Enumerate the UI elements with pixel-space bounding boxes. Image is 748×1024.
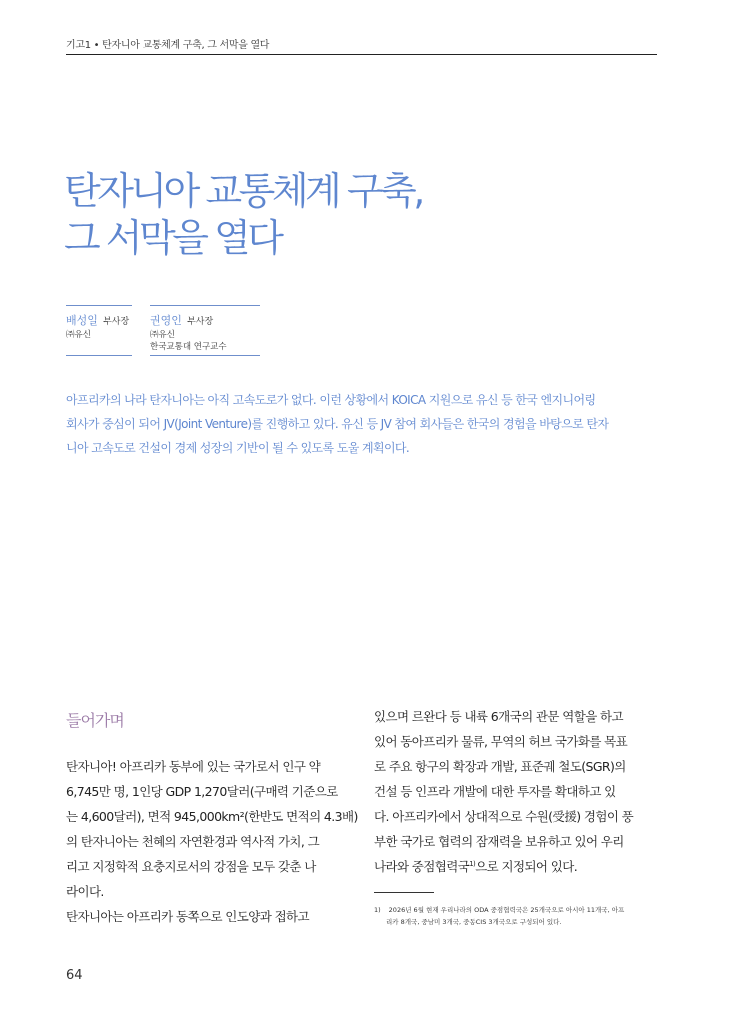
footnote-number: 1) xyxy=(374,906,381,914)
author-affiliation: ㈜유신 xyxy=(150,330,175,340)
author-name: 권영인 xyxy=(150,314,182,327)
lead-paragraph xyxy=(66,388,658,460)
body-line: 있으며 르완다 등 내륙 6개국의 관문 역할을 하고 xyxy=(374,709,623,724)
footnote-line-2: 리카 8개국, 중남미 3개국, 중동CIS 3개국으로 구성되어 있다. xyxy=(386,918,562,926)
author-block-1 xyxy=(66,305,132,341)
author-affiliation: ㈜유신 xyxy=(66,330,91,340)
body-line-tail: 으로 지정되어 있다. xyxy=(475,859,578,874)
body-line-last xyxy=(374,854,660,879)
footnote-line-1 xyxy=(374,904,660,916)
running-header: 기고1 • 탄자니아 교통체계 구축, 그 서막을 열다 xyxy=(66,40,270,51)
body-column-left xyxy=(66,754,356,929)
header-rule xyxy=(66,54,657,55)
body-line: 6,745만 명, 1인당 GDP 1,270달러(구매력 기준으로 xyxy=(66,784,338,799)
article-title xyxy=(64,168,422,262)
author-role: 부사장 xyxy=(103,317,130,327)
footnote-rule xyxy=(374,892,434,893)
body-line: 다. 아프리카에서 상대적으로 수원(受援) 경험이 풍 xyxy=(374,809,634,824)
footnote-marker: 1) xyxy=(469,859,476,868)
author-top-rule xyxy=(66,305,132,306)
author-bottom-rule xyxy=(150,355,260,356)
body-line: 부한 국가로 협력의 잠재력을 보유하고 있어 우리 xyxy=(374,834,624,849)
section-heading: 들어가며 xyxy=(66,711,124,730)
author-bottom-rule xyxy=(66,355,132,356)
body-line: 탄자니아! 아프리카 동부에 있는 국가로서 인구 약 xyxy=(66,759,321,774)
footnote xyxy=(374,904,660,928)
author-name: 배성일 xyxy=(66,314,98,327)
body-line: 리고 지정학적 요충지로서의 강점을 모두 갖춘 나 xyxy=(66,859,316,874)
author-affiliation: 한국교통대 연구교수 xyxy=(150,342,227,352)
page-number: 64 xyxy=(66,968,83,983)
body-line-text: 나라와 중점협력국 xyxy=(374,859,470,874)
article-title-line-2: 그 서막을 열다 xyxy=(64,216,281,260)
body-line: 있어 동아프리카 물류, 무역의 허브 국가화를 목표 xyxy=(374,734,628,749)
body-line: 로 주요 항구의 확장과 개발, 표준궤 철도(SGR)의 xyxy=(374,759,626,774)
body-column-right xyxy=(374,704,660,879)
body-line: 탄자니아는 아프리카 동쪽으로 인도양과 접하고 xyxy=(66,909,309,924)
lead-line: 회사가 중심이 되어 JV(Joint Venture)를 진행하고 있다. 유신 등 JV 참여 회사들은 한국의 경험을 바탕으로 탄자 xyxy=(66,417,609,431)
author-role: 부사장 xyxy=(187,317,214,327)
author-block-2 xyxy=(150,305,260,353)
article-title-line-1: 탄자니아 교통체계 구축, xyxy=(64,169,422,213)
footnote-text: 2026년 6월 현재 우리나라의 ODA 중점협력국은 25개국으로 아시아 11개국, 아프 xyxy=(388,906,625,914)
body-line: 의 탄자니아는 천혜의 자연환경과 역사적 가치, 그 xyxy=(66,834,320,849)
body-line: 건설 등 인프라 개발에 대한 투자를 확대하고 있 xyxy=(374,784,616,799)
body-line: 라이다. xyxy=(66,884,104,899)
author-top-rule xyxy=(150,305,260,306)
lead-line: 니아 고속도로 건설이 경제 성장의 기반이 될 수 있도록 도울 계획이다. xyxy=(66,441,410,455)
lead-line: 아프리카의 나라 탄자니아는 아직 고속도로가 없다. 이런 상황에서 KOICA 지원으로 유신 등 한국 엔지니어링 xyxy=(66,393,596,407)
body-line: 는 4,600달러), 면적 945,000km²(한반도 면적의 4.3배) xyxy=(66,809,358,824)
